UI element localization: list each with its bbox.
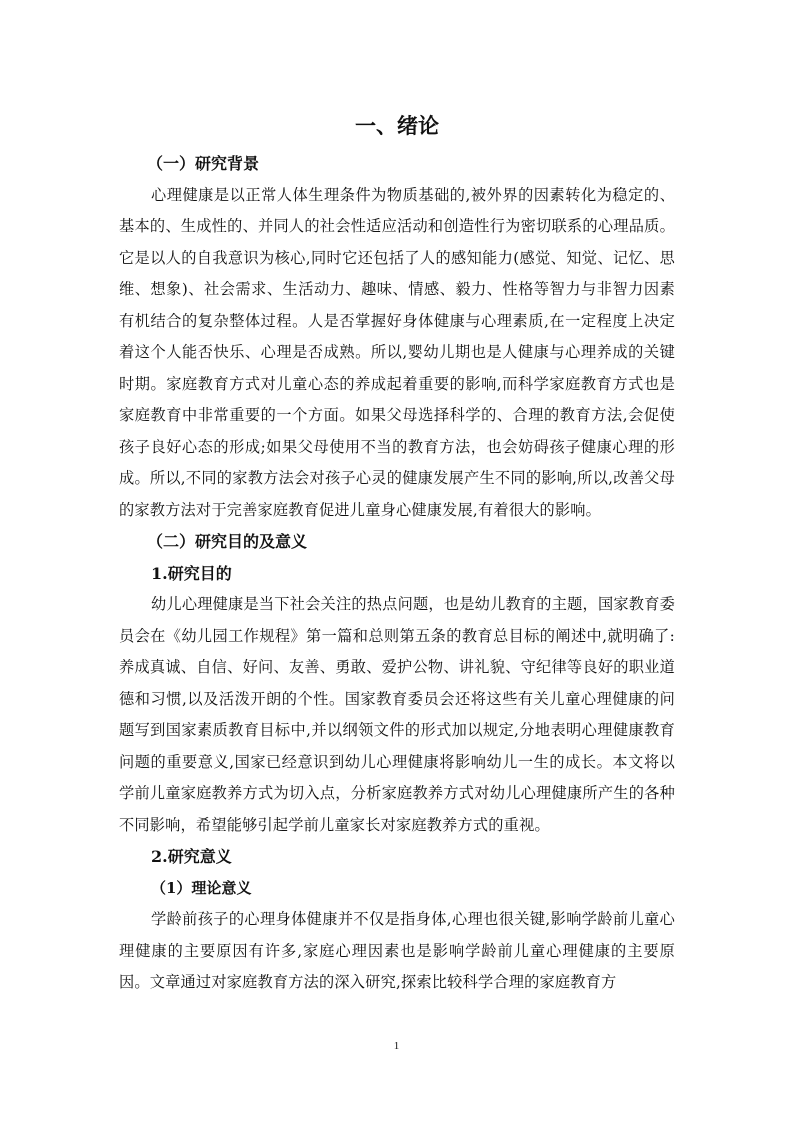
paragraph-theoretical: 学龄前孩子的心理身体健康并不仅是指身体,心理也很关键,影响学龄前儿童心理健康的主要原因有许多,家庭心理因素也是影响学龄前儿童心理健康的主要原因。文章通过对家庭教育方法的深入研究,探索比较科学合理的家庭教育方 <box>119 910 675 991</box>
chapter-title: 一、绪论 <box>355 113 439 138</box>
subsection-heading-significance: 2.研究意义 <box>151 847 232 866</box>
paragraph-purpose: 幼儿心理健康是当下社会关注的热点问题，也是幼儿教育的主题，国家教育委员会在《幼儿园工作规程》第一篇和总则第五条的教育总目标的阐述中,就明确了:养成真诚、自信、好问、友善、勇敢、爱护公物、讲礼貌、守纪律等良好的职业道德和习惯,以及活泼开朗的个性。国家教育委员会还将这些有关儿童心理健康的问题写到国家素质教育目标中,并以纲领文件的形式加以规定,分地表明心理健康教育问题的重要意义,国家已经意识到幼儿心理健康将影响幼儿一生的成长。本文将以学前儿童家庭教养方式为切入点，分析家庭教养方式对幼儿心理健康所产生的各种不同影响，希望能够引起学前儿童家长对家庭教养方式的重视。 <box>119 595 675 834</box>
page-number: 1 <box>393 1040 400 1052</box>
page-content <box>119 110 675 999</box>
section-heading-purpose-significance: （二）研究目的及意义 <box>147 532 308 551</box>
item-heading-theoretical: （1）理论意义 <box>151 878 252 897</box>
paragraph-background: 心理健康是以正常人体生理条件为物质基础的,被外界的因素转化为稳定的、基本的、生成性的、并同人的社会性适应活动和创造性行为密切联系的心理品质。它是以人的自我意识为核心,同时它还包括了人的感知能力(感觉、知觉、记忆、思维、想象)、社会需求、生活动力、趣味、情感、毅力、性格等智力与非智力因素有机结合的复杂整体过程。人是否掌握好身体健康与心理素质,在一定程度上决定着这个人能否快乐、心理是否成熟。所以,婴幼儿期也是人健康与心理养成的关键时期。家庭教育方式对儿童心态的养成起着重要的影响,而科学家庭教育方式也是家庭教育中非常重要的一个方面。如果父母选择科学的、合理的教育方法,会促使孩子良好心态的形成;如果父母使用不当的教育方法，也会妨碍孩子健康心理的形成。所以,不同的家教方法会对孩子心灵的健康发展产生不同的影响,所以,改善父母的家教方法对于完善家庭教育促进儿童身心健康发展,有着很大的影响。 <box>119 185 675 519</box>
section-heading-background: （一）研究背景 <box>147 154 260 173</box>
subsection-heading-purpose: 1.研究目的 <box>151 563 232 583</box>
